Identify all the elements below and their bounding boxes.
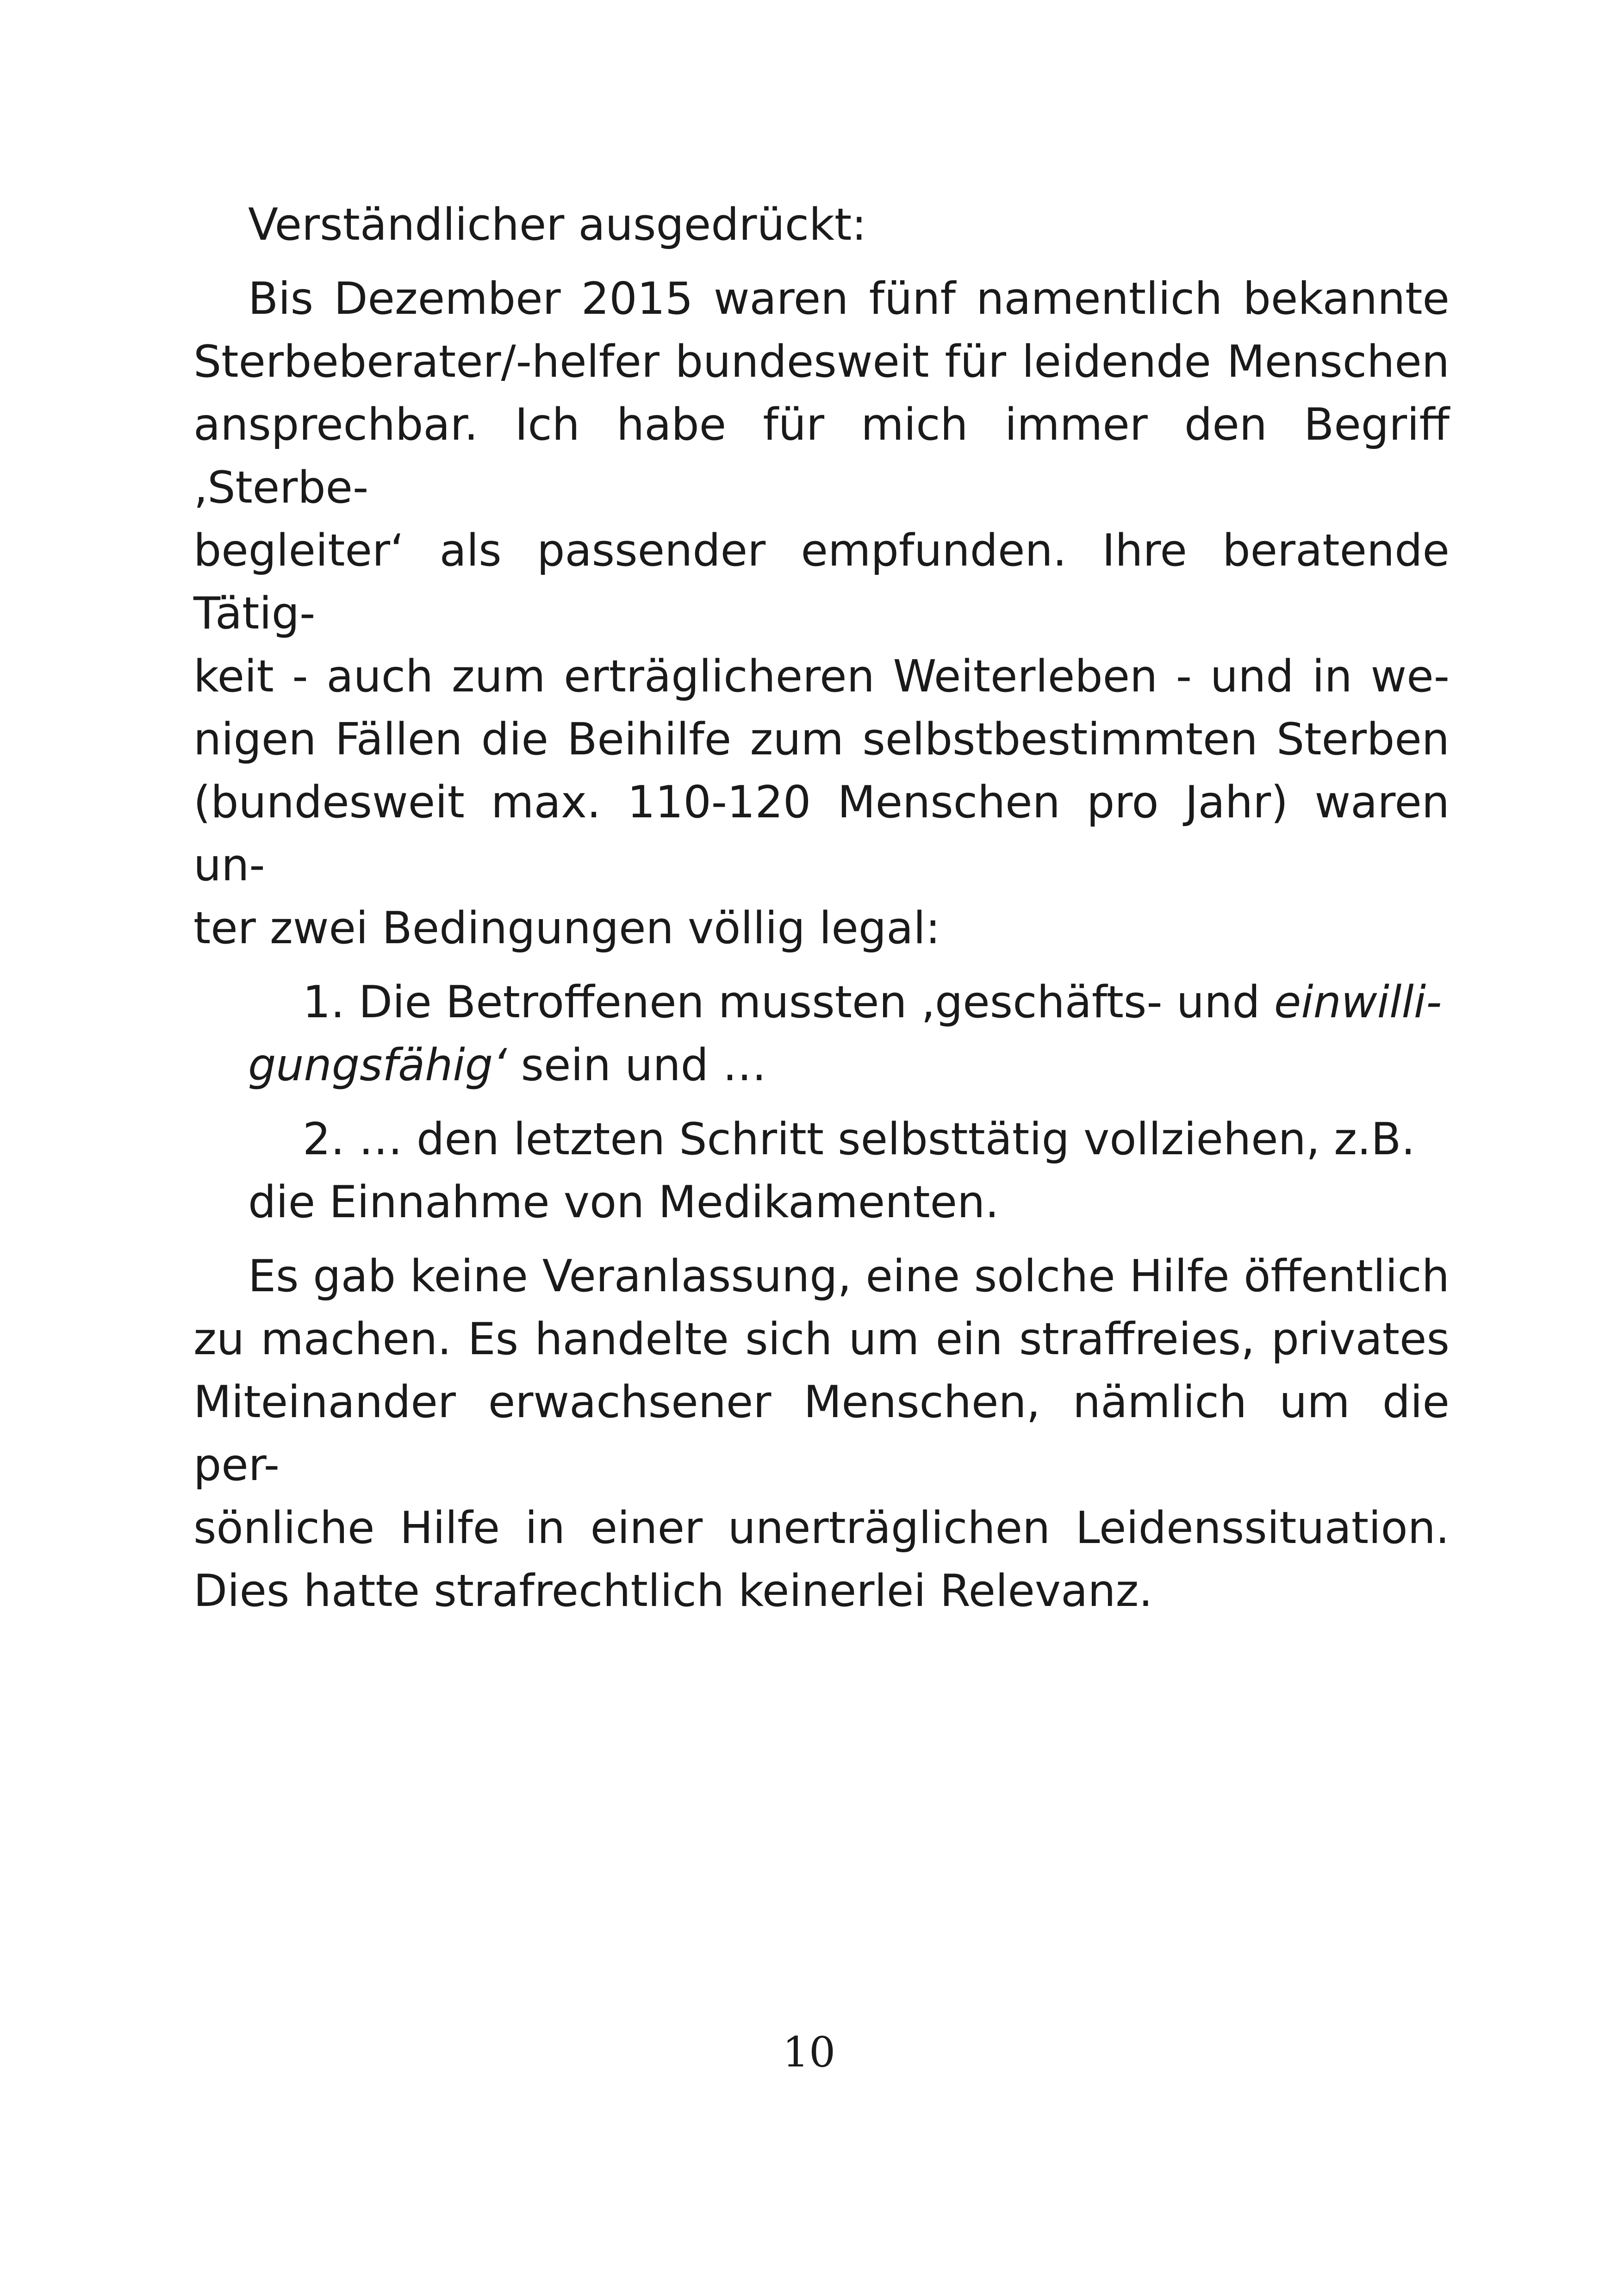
list-item-line: 2. … den letzten Schritt selbsttätig vollziehen, z.B. xyxy=(303,1114,1415,1165)
paragraph-line: sönliche Hilfe in einer unerträglichen Leidenssituation. xyxy=(193,1503,1450,1554)
list-item-line xyxy=(193,971,1450,1034)
paragraph-line: Sterbeberater/-helfer bundesweit für leidende Menschen xyxy=(193,336,1450,387)
paragraph-line: (bundesweit max. 110-120 Menschen pro Jahr) waren un- xyxy=(193,777,1450,891)
paragraph-line: Es gab keine Veranlassung, eine solche Hilfe öffentlich xyxy=(248,1251,1450,1302)
body-text xyxy=(193,193,1450,1623)
list-item-line xyxy=(193,1034,1450,1097)
page-number: 10 xyxy=(782,2028,836,2077)
intro-line: Verständlicher ausgedrückt: xyxy=(248,199,867,250)
paragraph-line: begleiter‘ als passender empfunden. Ihre beratende Tätig- xyxy=(193,525,1450,639)
list-item-text: 1. Die Betroffenen mussten ‚geschäfts- und xyxy=(303,977,1274,1028)
paragraph-line: Bis Dezember 2015 waren fünf namentlich bekannte xyxy=(248,274,1450,324)
paragraph-2 xyxy=(193,1245,1450,1623)
list-item-text: sein und … xyxy=(507,1040,767,1091)
list-item-1 xyxy=(193,971,1450,1097)
paragraph-line: zu machen. Es handelte sich um ein straffreies, privates xyxy=(193,1314,1450,1365)
paragraph-1 xyxy=(193,268,1450,960)
list-item-line: die Einnahme von Medikamenten. xyxy=(248,1177,999,1228)
paragraph-line: ansprechbar. Ich habe für mich immer den Begriff ‚Sterbe- xyxy=(193,399,1450,513)
paragraph-line: Dies hatte strafrechtlich keinerlei Relevanz. xyxy=(193,1566,1153,1617)
paragraph-line: keit - auch zum erträglicheren Weiterleben - und in we- xyxy=(193,651,1450,702)
list-item-italic: einwilli- xyxy=(1274,977,1442,1028)
paragraph-line: Miteinander erwachsener Menschen, nämlich um die per- xyxy=(193,1377,1450,1491)
list-item-italic: gungsfähig‘ xyxy=(248,1040,507,1091)
paragraph-line: ter zwei Bedingungen völlig legal: xyxy=(193,903,940,954)
list-item-2 xyxy=(193,1108,1450,1234)
paragraph-line: nigen Fällen die Beihilfe zum selbstbestimmten Sterben xyxy=(193,714,1450,765)
